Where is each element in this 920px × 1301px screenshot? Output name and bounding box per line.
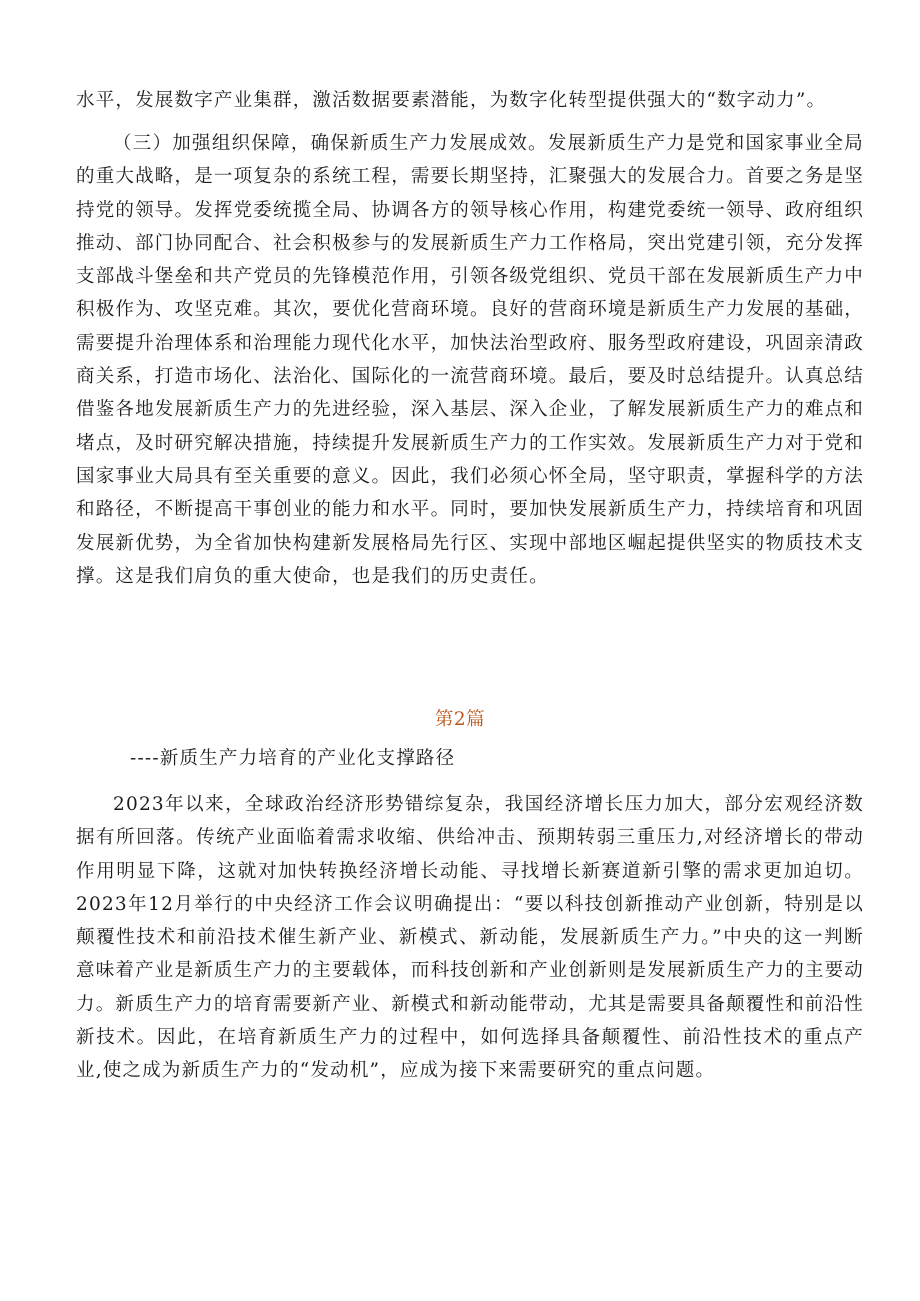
chapter-heading-label: 第2篇 bbox=[434, 709, 486, 730]
section-three-paragraph: （三）加强组织保障，确保新质生产力发展成效。发展新质生产力是党和国家事业全局的重大战略，是一项复杂的系统工程，需要长期坚持，汇聚强大的发展合力。首要之务是坚持党的领导。发挥党委统揽全局、协调各方的领导核心作用，构建党委统一领导、政府组织推动、部门协同配合、社会积极参与的发展新质生产力工作格局，突出党建引领，充分发挥支部战斗堡垒和共产党员的先锋模范作用，引领各级党组织、党员干部在发展新质生产力中积极作为、攻坚克难。其次，要优化营商环境。良好的营商环境是新质生产力发展的基础，需要提升治理体系和治理能力现代化水平，加快法治型政府、服务型政府建设，巩固亲清政商关系，打造市场化、法治化、国际化的一流营商环境。最后，要及时总结提升。认真总结借鉴各地发展新质生产力的先进经验，深入基层、深入企业，了解发展新质生产力的难点和堵点，及时研究解决措施，持续提升发展新质生产力的工作实效。发展新质生产力对于党和国家事业大局具有至关重要的意义。因此，我们必须心怀全局，坚守职责，掌握科学的方法和路径，不断提高干事创业的能力和水平。同时，要加快发展新质生产力，持续培育和巩固发展新优势，为全省加快构建新发展格局先行区、实现中部地区崛起提供坚实的物质技术支撑。这是我们肩负的重大使命，也是我们的历史责任。 bbox=[76, 133, 865, 587]
chapter-heading bbox=[0, 705, 920, 735]
continuation-paragraph: 水平，发展数字产业集群，激活数据要素潜能，为数字化转型提供强大的“数字动力”。 bbox=[76, 90, 827, 111]
chapter-body-paragraph: 2023年以来，全球政治经济形势错综复杂，我国经济增长压力加大，部分宏观经济数据有所回落。传统产业面临着需求收缩、供给冲击、预期转弱三重压力,对经济增长的带动作用明显下降，这就对加快转换经济增长动能、寻找增长新赛道新引擎的需求更加迫切。2023年12月举行的中央经济工作会议明确提出：“要以科技创新推动产业创新，特别是以颠覆性技术和前沿技术催生新产业、新模式、新动能，发展新质生产力。”中央的这一判断意味着产业是新质生产力的主要载体，而科技创新和产业创新则是发展新质生产力的主要动力。新质生产力的培育需要新产业、新模式和新动能带动，尤其是需要具备颠覆性和前沿性新技术。因此，在培育新质生产力的过程中，如何选择具备颠覆性、前沿性技术的重点产业,使之成为新质生产力的“发动机”，应成为接下来需要研究的重点问题。 bbox=[76, 794, 865, 1082]
chapter-subtitle: ----新质生产力培育的产业化支撑路径 bbox=[130, 748, 456, 769]
